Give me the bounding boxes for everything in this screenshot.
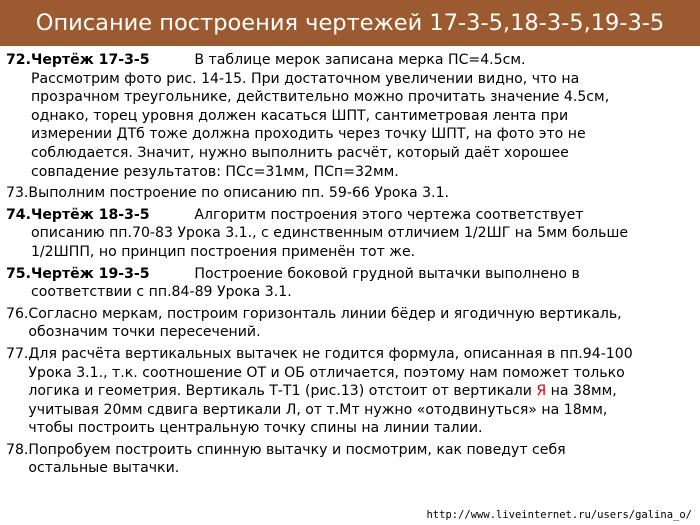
item-number: 74. xyxy=(6,206,31,223)
item-body xyxy=(28,305,696,342)
item-number: 73. xyxy=(6,185,29,202)
item-body xyxy=(31,265,696,302)
item-body xyxy=(28,441,696,478)
list-item-74 xyxy=(6,206,696,262)
item-first-line xyxy=(31,51,696,70)
item-heading: Чертёж 19-3-5 xyxy=(30,265,150,282)
item-line: однако, торец уровня должен касаться ШПТ, сантиметровая лента при xyxy=(30,107,569,124)
item-line: 1/2ШПП, но принцип построения применён тот же. xyxy=(30,243,416,260)
item-line: Попробуем построить спинную вытачку и посмотрим, как поведут себя xyxy=(28,441,566,458)
item-number: 78. xyxy=(6,441,29,458)
red-letter-highlight: Я xyxy=(536,383,547,400)
item-line: В таблице мерок записана мерка ПС=4.5см. xyxy=(194,52,526,68)
item-body xyxy=(31,51,696,181)
item-line: обозначим точки пересечений. xyxy=(28,324,261,341)
item-line-with-highlight xyxy=(28,382,696,401)
item-line: совпадение результатов: ПСс=31мм, ПСп=32мм. xyxy=(30,163,399,180)
item-line: описанию пп.70-83 Урока 3.1., с единственным отличием 1/2ШГ на 5мм больше xyxy=(30,225,629,242)
item-number: 77. xyxy=(6,345,29,362)
list-item-75 xyxy=(6,265,696,302)
item-body xyxy=(28,345,696,438)
item-body xyxy=(31,206,696,262)
item-heading: Чертёж 18-3-5 xyxy=(30,206,150,223)
item-line-part: на 38мм, xyxy=(546,383,617,400)
list-item-78 xyxy=(6,441,696,478)
page-title: Описание построения чертежей 17-3-5,18-3-5,19-3-5 xyxy=(0,0,700,46)
item-line: остальные вытачки. xyxy=(28,460,180,477)
heading-gap xyxy=(150,266,195,282)
item-first-line xyxy=(31,206,696,225)
item-line: Согласно меркам, построим горизонталь линии бёдер и ягодичную вертикаль, xyxy=(28,305,622,322)
item-line-part: логика и геометрия. Вертикаль Т-Т1 (рис.13) отстоит от вертикали xyxy=(28,383,537,400)
instruction-list xyxy=(6,51,696,481)
item-line: прозрачном треугольнике, действительно можно прочитать значение 4.5см, xyxy=(30,89,610,106)
source-url: http://www.liveinternet.ru/users/galina_o/ xyxy=(426,509,692,521)
list-item-73 xyxy=(6,184,696,203)
item-line: соответствии с пп.84-89 Урока 3.1. xyxy=(30,284,292,301)
item-line: измерении ДТб тоже должна проходить через точку ШПТ, на фото это не xyxy=(30,126,586,143)
heading-gap xyxy=(150,52,195,68)
item-line: Урока 3.1., т.к. соотношение ОТ и ОБ отличается, поэтому нам поможет только xyxy=(28,364,625,381)
heading-gap xyxy=(150,207,195,223)
item-number: 75. xyxy=(6,265,31,282)
item-line: Выполним построение по описанию пп. 59-66 Урока 3.1. xyxy=(28,185,450,202)
list-item-72 xyxy=(6,51,696,181)
list-item-77 xyxy=(6,345,696,438)
item-heading: Чертёж 17-3-5 xyxy=(30,52,150,68)
item-line: чтобы построить центральную точку спины на линии талии. xyxy=(28,420,483,437)
item-line: соблюдается. Значит, нужно выполнить расчёт, который даёт хорошее xyxy=(30,144,569,161)
list-item-76 xyxy=(6,305,696,342)
item-line: учитывая 20мм сдвига вертикали Л, от т.Мт нужно «отодвинуться» на 18мм, xyxy=(28,401,608,418)
item-line: Рассмотрим фото рис. 14-15. При достаточном увеличении видно, что на xyxy=(30,70,580,87)
item-number: 76. xyxy=(6,305,29,322)
item-line: Для расчёта вертикальных вытачек не годится формула, описанная в пп.94-100 xyxy=(28,345,633,362)
item-line: Алгоритм построения этого чертежа соответствует xyxy=(194,206,584,223)
item-number: 72. xyxy=(6,52,31,68)
item-body xyxy=(28,184,696,203)
item-first-line xyxy=(31,265,696,284)
item-line: Построение боковой грудной вытачки выполнено в xyxy=(194,265,580,282)
